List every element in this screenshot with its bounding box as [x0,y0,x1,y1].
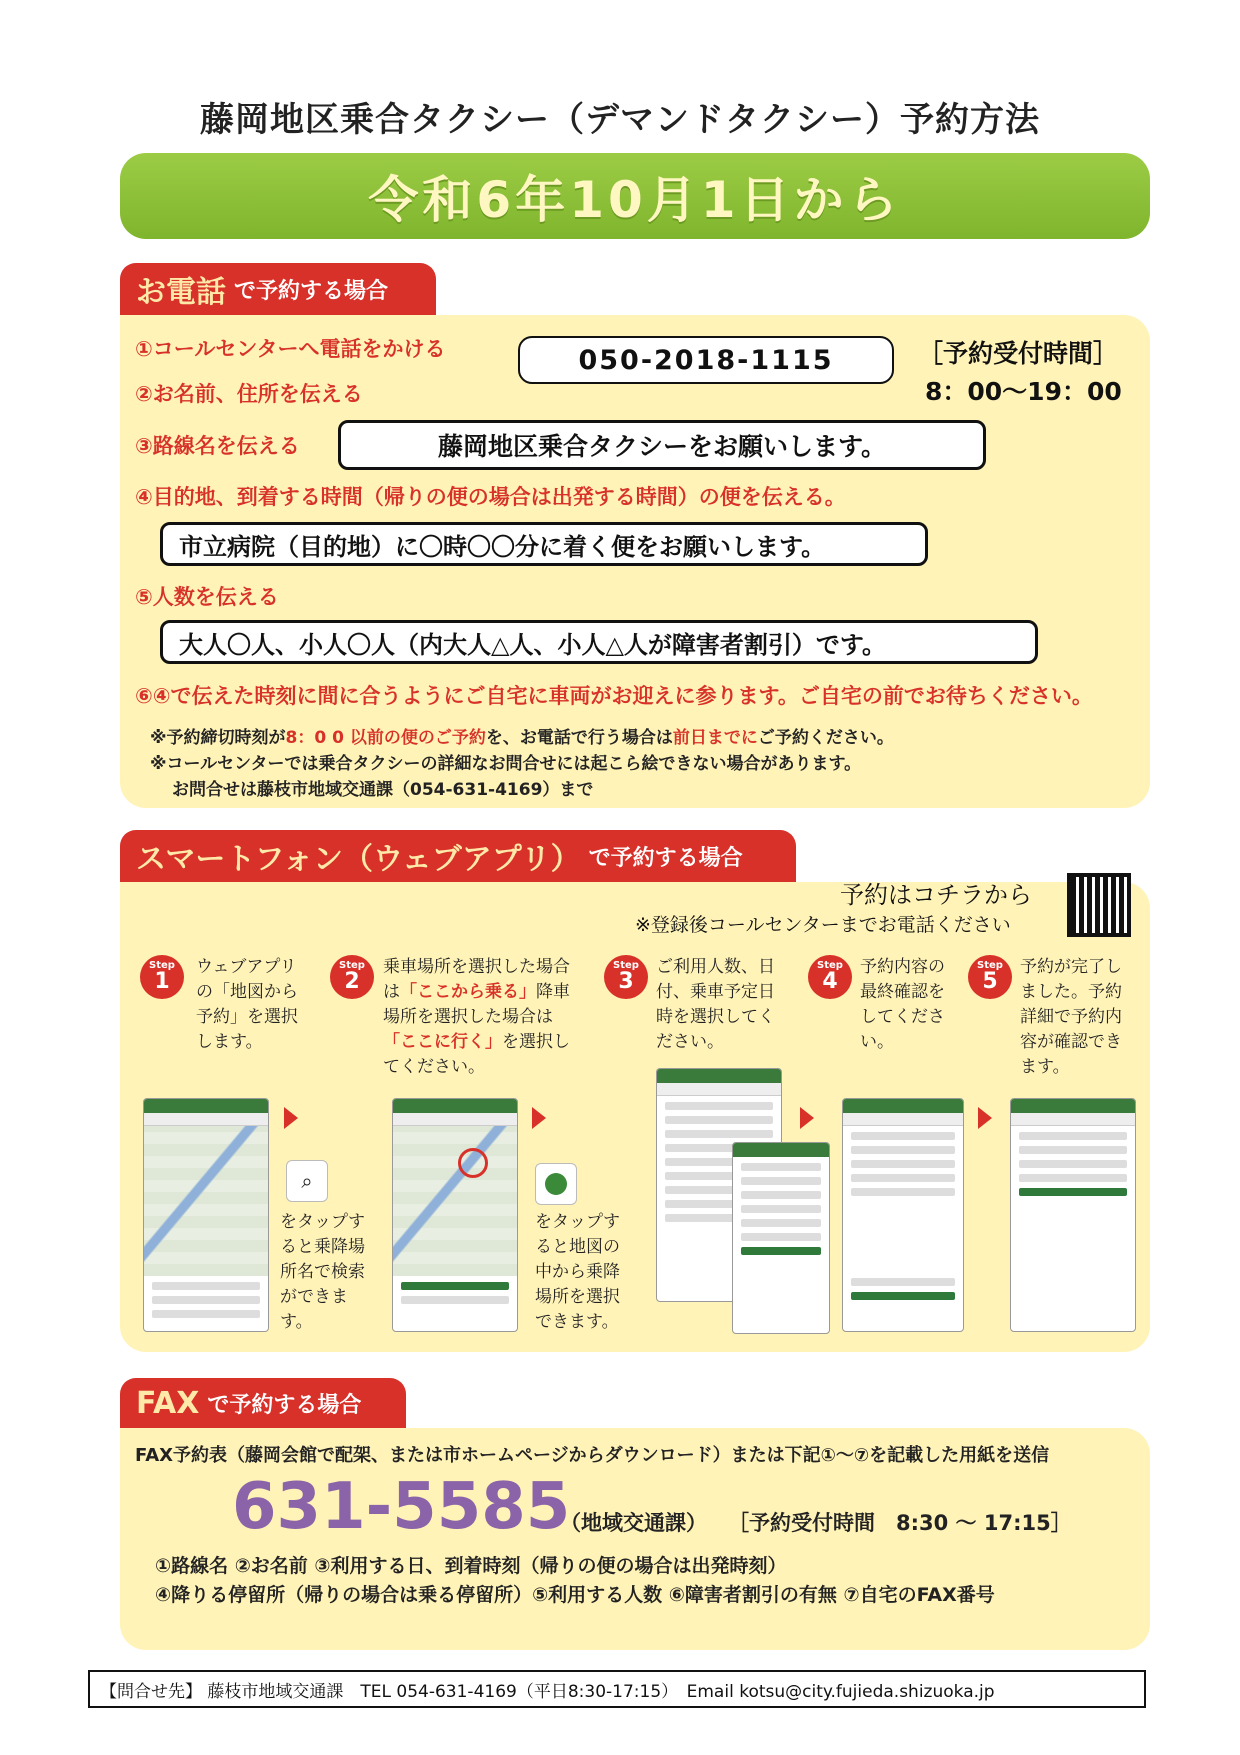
qr-label: 予約はコチラから [840,881,1032,909]
tip-map-select: をタップすると地図の中から乗降場所を選択できます。 [535,1212,620,1332]
step-4-badge: Step 4 [808,955,852,999]
search-icon: ⌕ [286,1160,328,1202]
arrow-4-5 [978,1107,992,1129]
step-2-highlight-alight: 「ここに行く」 [383,1032,502,1052]
page-title: 藤岡地区乗合タクシー（デマンドタクシー）予約方法 [200,100,1040,140]
fax-number[interactable]: 631-5585 [232,1470,571,1544]
fax-tab-title: FAX [136,1385,200,1421]
note1-part-b: 8：0 0 以前の便のご予約 [285,728,486,748]
phone-tab-subtitle: で予約する場合 [234,278,389,304]
app-screenshot-complete [1010,1098,1136,1332]
qr-note: ※登録後コールセンターまでお電話ください [635,914,1011,936]
step-2-badge: Step 2 [330,955,374,999]
fax-department: （地域交通課） [560,1511,707,1535]
phone-note-1 [150,723,894,748]
smartphone-section-panel [120,882,1150,1352]
phone-tab-title: お電話 [136,275,226,310]
date-banner-text: 令和6年10月1日から [368,171,902,229]
fax-items-line-1: ①路線名 ②お名前 ③利用する日、到着時刻（帰りの便の場合は出発時刻） [155,1555,787,1577]
fax-intro: FAX予約表（藤岡会館で配架、または市ホームページからダウンロード）または下記①〜⑦を記載した用紙を送信 [135,1445,1050,1466]
arrow-1-2 [284,1107,298,1129]
call-center-phone-number[interactable]: 050-2018-1115 [518,336,894,384]
phone-step-3: ③路線名を伝える [135,434,300,458]
step-2-highlight-board: 「ここから乗る」 [400,982,536,1002]
tip-search: をタップすると乗降場所名で検索ができます。 [280,1212,365,1332]
step-5-badge: Step 5 [968,955,1012,999]
smartphone-tab-subtitle: で予約する場合 [588,845,743,871]
passenger-count-box: 大人〇人、小人〇人（内大人△人、小人△人が障害者割引）です。 [160,620,1038,664]
step-3-text: ご利用人数、日付、乗車予定日時を選択してください。 [656,957,775,1052]
note1-part-c: を、お電話で行う場合は [485,728,673,748]
phone-section-tab [120,263,436,315]
smartphone-section-tab [120,830,796,882]
step-5-text: 予約が完了しました。予約詳細で予約内容が確認できます。 [1020,957,1122,1077]
fax-tab-subtitle: で予約する場合 [207,1392,362,1418]
note1-part-e: ご予約ください。 [757,728,894,748]
step-2-text-a: 乗車場所を選択した場合は [383,957,570,1002]
qr-code[interactable] [1067,873,1131,937]
note1-part-d: 前日までに [672,728,758,748]
app-screenshot-map-1 [143,1098,269,1332]
step-1-text: ウェブアプリの「地図から予約」を選択します。 [196,957,298,1052]
fax-hours: ［予約受付時間 8:30 〜 17:15］ [728,1511,1072,1535]
arrow-3-4 [800,1107,814,1129]
step-2-text [383,955,579,1080]
phone-step-1: ①コールセンターへ電話をかける [135,337,446,361]
phone-hours-label: ［予約受付時間］ [918,339,1119,368]
route-name-box: 藤岡地区乗合タクシーをお願いします。 [338,420,986,470]
map-pin-icon [535,1163,577,1205]
phone-step-4: ④目的地、到着する時間（帰りの便の場合は出発する時間）の便を伝える。 [135,485,846,509]
phone-step-5: ⑤人数を伝える [135,585,279,609]
phone-note-2: ※コールセンターでは乗合タクシーの詳細なお問合せには起こら絵できない場合があります。 [150,754,862,774]
phone-hours: 8：00〜19：00 [925,377,1122,406]
smartphone-tab-title: スマートフォン（ウェブアプリ） [136,842,581,877]
phone-step-6: ⑥④で伝えた時刻に間に合うようにご自宅に車両がお迎えに参ります。ご自宅の前でお待ちください。 [135,684,1093,708]
destination-box: 市立病院（目的地）に〇時〇〇分に着く便をお願いします。 [160,522,928,566]
arrow-2-3 [532,1107,546,1129]
phone-note-3: お問合せは藤枝市地域交通課（054-631-4169）まで [172,780,594,800]
fax-items-line-2: ④降りる停留所（帰りの場合は乗る停留所）⑤利用する人数 ⑥障害者割引の有無 ⑦自宅のFAX番号 [155,1584,995,1606]
app-screenshot-map-2 [392,1098,518,1332]
app-screenshot-datetime [732,1142,830,1334]
step-2-text-c: を選択してください。 [383,1032,570,1077]
step-4-text: 予約内容の最終確認をしてください。 [860,957,945,1052]
step-1-badge: Step 1 [140,955,184,999]
date-banner [120,153,1150,239]
step-2-text-b: 降車場所を選択した場合は [383,982,570,1027]
phone-step-2: ②お名前、住所を伝える [135,382,363,406]
app-screenshot-confirm [842,1098,964,1332]
contact-footer: 【問合せ先】 藤枝市地域交通課 TEL 054-631-4169（平日8:30-17:15） Email kotsu@city.fujieda.shizuoka.jp [88,1670,1146,1708]
step-3-badge: Step 3 [604,955,648,999]
note1-part-a: ※予約締切時刻が [150,728,286,748]
fax-section-tab [120,1378,406,1428]
map-pin-highlight [458,1148,488,1178]
